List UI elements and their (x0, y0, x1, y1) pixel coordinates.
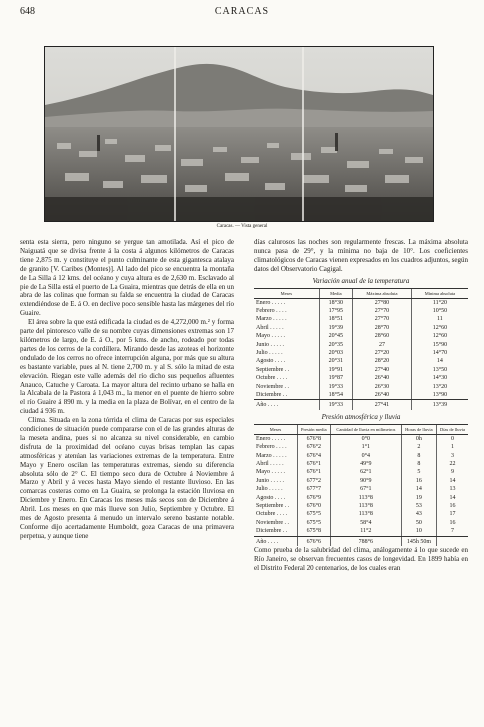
value-cell: 13°20 (411, 383, 468, 391)
value-cell: 676°9 (297, 494, 330, 502)
month-cell: Septiembre . . (256, 366, 290, 373)
table-row (254, 527, 468, 536)
table-row (254, 366, 468, 374)
value-cell: 62°1 (330, 468, 401, 476)
value-cell: 58°4 (330, 519, 401, 527)
value-cell: 0°4 (330, 452, 401, 460)
city-photograph (44, 46, 434, 222)
table-row (254, 374, 468, 382)
value-cell: 145h 50m (401, 536, 436, 546)
table-row (254, 485, 468, 493)
page-header (0, 6, 484, 20)
value-cell: 17°95 (319, 307, 352, 315)
value-cell: 8 (401, 452, 436, 460)
value-cell: 676°8 (297, 434, 330, 443)
month-cell: Agosto . . . . (256, 494, 286, 501)
column-header: Media (319, 288, 352, 298)
month-cell: Marzo . . . . . (256, 452, 287, 459)
value-cell: 14°30 (411, 374, 468, 382)
value-cell: 90°9 (330, 477, 401, 485)
value-cell: 19°33 (319, 400, 352, 410)
value-cell: 16 (436, 502, 468, 510)
value-cell: 20°45 (319, 332, 352, 340)
month-cell: Diciembre . . (254, 527, 297, 536)
value-cell: 17 (436, 510, 468, 518)
value-cell: 788°6 (330, 536, 401, 546)
photo-caption: Caracas. — Vista general (216, 224, 268, 229)
table-row (254, 502, 468, 510)
value-cell: 16 (436, 519, 468, 527)
column-header: Máxima absoluta (353, 288, 412, 298)
value-cell: 2 (401, 443, 436, 451)
left-column (20, 238, 234, 541)
value-cell: 26°40 (353, 374, 412, 382)
value-cell: 3 (436, 452, 468, 460)
value-cell: 50 (401, 519, 436, 527)
value-cell: 676°0 (297, 502, 330, 510)
month-cell: Julio . . . . . (256, 349, 283, 356)
value-cell: 20°35 (319, 341, 352, 349)
value-cell: 27°20 (353, 349, 412, 357)
value-cell: 677°7 (297, 485, 330, 493)
value-cell: 12°60 (411, 332, 468, 340)
right-column (254, 238, 468, 573)
value-cell: 14 (411, 357, 468, 365)
paragraph: días calurosos las noches son regularmente frescas. La máxima absoluta nunca pasa de 29°, y la mínima no baja de 10°. Los coeficientes climatológicos de Caracas vienen expresados en los cuadros adjuntos, según datos del Observatorio Cagigal. (254, 238, 468, 273)
month-cell: Enero . . . . . (256, 299, 286, 306)
value-cell: 20°31 (319, 357, 352, 365)
table-row (254, 460, 468, 468)
month-cell: Junio . . . . . (256, 477, 285, 484)
value-cell: 11°2 (330, 527, 401, 536)
page-number: 648 (20, 6, 35, 17)
table-row (254, 349, 468, 357)
paragraph: El área sobre la que está edificada la ciudad es de 4,272,000 m.² y forma parte del pintoresco valle de su nombre cuyas dimensiones extremas son 17 kilómetros de largo, de E. á O., por 5 kms. de ancho, rodeado por todas partes de los cerros de la cordillera. Mirando desde las azoteas el horizonte ondulado de los cerros no ofrece interrupción alguna, por más que su altura es bastante variable, pues al N. tiene 2,700 m. y al S. sólo la mitad de esta elevación. Riegan este valle además del río dicho sus pequeños afluentes Anauco, Catuche y Caroata. La mayor altura del recinto urbano se halla en la Alcabala de la Pastora á 1,043 m., la menor en el puente de hierro sobre el río Guaire á 890 m. y la media en la plaza de Bolívar, en el centro de la ciudad á 936 m. (20, 318, 234, 416)
month-cell: Noviembre . . (256, 519, 289, 526)
table-row (254, 298, 468, 307)
value-cell: 19°91 (319, 366, 352, 374)
value-cell: 5 (401, 468, 436, 476)
value-cell: 19°33 (319, 383, 352, 391)
value-cell: 22 (436, 460, 468, 468)
value-cell: 12°60 (411, 324, 468, 332)
value-cell: 1°1 (330, 443, 401, 451)
month-cell: Noviembre . . (256, 383, 289, 390)
value-cell: 49°9 (330, 460, 401, 468)
value-cell: 13°50 (411, 366, 468, 374)
paragraph: Clima. Situada en la zona tórrida el clima de Caracas por sus especiales condiciones de situación puede compararse con el de las grandes alturas de la meseta andina, pues si no alcanza su nivel considerable, en cambio disfruta de la proximidad del océano cuyas brisas templan las capas atmosféricas y atenúan las variaciones extremas de la temperatura. Entre Mayo y Enero oscilan las temperaturas extremas, siendo su diferencia absoluta sólo de 2° C. El tiempo seco dura de Octubre á Noviembre á Marzo y Abril y á veces hasta Mayo siendo el restante lluvioso. En las comarcas costeras como en La Guaira, se prolonga la estación lluviosa en Diciembre y Enero. En Caracas los meses más secos son de Diciembre á Abril. Los meses en que más llueve son Julio, Septiembre y Octubre. El mes de Agosto presenta á menudo un intervalo sereno bastante notable. Conforme dijo acertadamente Humboldt, goza Caracas de una primavera perpetua, y aunque tiene (20, 416, 234, 540)
table-row (254, 443, 468, 451)
pressure-rain-table (254, 424, 468, 546)
value-cell: 16 (401, 477, 436, 485)
column-header: Mínima absoluta (411, 288, 468, 298)
table-row (254, 510, 468, 518)
value-cell: 0h (401, 434, 436, 443)
table-row (254, 452, 468, 460)
value-cell: 113°8 (330, 510, 401, 518)
value-cell (436, 536, 468, 546)
value-cell: 676°2 (297, 443, 330, 451)
value-cell: 0 (436, 434, 468, 443)
month-cell: Octubre . . . . (256, 511, 288, 518)
value-cell: 15°90 (411, 341, 468, 349)
temperature-table (254, 288, 468, 410)
paragraph: Como prueba de la salubridad del clima, análogamente á lo que sucede en Río Janeiro, se observan frecuentes casos de longevidad. En 1899 había en el Distrito Federal 20 centenarios, de los cuales eran (254, 546, 468, 572)
column-header: Meses (254, 424, 297, 434)
month-cell: Enero . . . . . (256, 435, 286, 442)
value-cell: 18°54 (319, 391, 352, 400)
month-cell: Mayo . . . . . (256, 469, 285, 476)
temperature-table-title: Variación anual de la temperatura (312, 276, 410, 285)
value-cell: 14 (436, 477, 468, 485)
column-header: Presión media (297, 424, 330, 434)
value-cell: 13 (436, 485, 468, 493)
value-cell: 676°4 (297, 452, 330, 460)
value-cell: 113°8 (330, 502, 401, 510)
value-cell: 676°1 (297, 468, 330, 476)
column-header: Días de lluvia (436, 424, 468, 434)
value-cell: 13°90 (411, 391, 468, 400)
pressure-rain-table-title: Presión atmosférica y lluvia (321, 412, 401, 421)
month-cell: Julio . . . . . (256, 486, 283, 493)
month-cell: Febrero . . . . (256, 307, 287, 314)
value-cell: 27°40 (353, 366, 412, 374)
value-cell: 27 (353, 341, 412, 349)
month-cell: Abril . . . . . (256, 324, 284, 331)
paragraph: senta esta sierra, pero ninguno se yergue tan amotilada. Así el pico de Naiguatá que se divisa frente á la costa á algunos kilómetros de Caracas tiene 2,875 m. y constituye el punto culminante de esta gigantesca atalaya de granito [V. Caribes (Montes)]. Al lado del pico se encuentra la montaña de La Silla á 12 kms. del océano y cuya altura es de 2,630 m. Esclavado al pie de La Silla está el puerto de La Guaira, mientras que detrás de ella en un abra de las colinas que forman su falda se encuentra la ciudad de Caracas extendiéndose de E. á O. en declive poco sensible hasta las márgenes del río Guaire. (20, 238, 234, 318)
month-cell: Mayo . . . . . (256, 333, 285, 340)
month-cell: Febrero . . . . (256, 444, 287, 451)
value-cell: 13°39 (411, 400, 468, 410)
value-cell: 14 (436, 494, 468, 502)
value-cell: 14 (401, 485, 436, 493)
value-cell: 26°40 (353, 391, 412, 400)
value-cell: 18°30 (319, 298, 352, 307)
table-row (254, 357, 468, 365)
value-cell: 27°70 (353, 307, 412, 315)
table-row (254, 494, 468, 502)
value-cell: 676°1 (297, 460, 330, 468)
month-cell: Agosto . . . . (256, 358, 286, 365)
value-cell: 27°80 (353, 298, 412, 307)
month-cell: Abril . . . . . (256, 460, 284, 467)
table-row (254, 332, 468, 340)
table-row (254, 391, 468, 400)
table-row (254, 468, 468, 476)
column-header: Horas de lluvia (401, 424, 436, 434)
value-cell: 11°20 (411, 298, 468, 307)
table-row (254, 307, 468, 315)
value-cell: 675°8 (297, 527, 330, 536)
month-cell: Septiembre . . (256, 502, 290, 509)
year-cell: Año . . . . (254, 400, 319, 410)
value-cell: 8 (401, 460, 436, 468)
year-cell: Año . . . . (254, 536, 297, 546)
column-header: Cantidad de lluvia en milímetros (330, 424, 401, 434)
value-cell: 11 (411, 315, 468, 323)
value-cell: 43 (401, 510, 436, 518)
value-cell: 28°60 (353, 332, 412, 340)
value-cell: 26°30 (353, 383, 412, 391)
table-row (254, 519, 468, 527)
summary-row (254, 400, 468, 410)
value-cell: 7 (436, 527, 468, 536)
value-cell: 10 (401, 527, 436, 536)
table-row (254, 477, 468, 485)
value-cell: 28°70 (353, 324, 412, 332)
value-cell: 0°0 (330, 434, 401, 443)
month-cell: Diciembre . . (254, 391, 319, 400)
value-cell: 19°39 (319, 324, 352, 332)
value-cell: 675°5 (297, 510, 330, 518)
temperature-rows (254, 298, 468, 410)
value-cell: 19 (401, 494, 436, 502)
table-row (254, 315, 468, 323)
value-cell: 67°1 (330, 485, 401, 493)
month-cell: Octubre . . . . (256, 375, 288, 382)
table-row (254, 383, 468, 391)
running-title: CARACAS (214, 6, 270, 17)
value-cell: 27°41 (353, 400, 412, 410)
value-cell: 1 (436, 443, 468, 451)
value-cell: 677°2 (297, 477, 330, 485)
pressure-rain-rows (254, 434, 468, 546)
table-row (254, 341, 468, 349)
value-cell: 28°20 (353, 357, 412, 365)
value-cell: 19°87 (319, 374, 352, 382)
value-cell: 53 (401, 502, 436, 510)
column-header: Meses (254, 288, 319, 298)
month-cell: Marzo . . . . . (256, 316, 287, 323)
value-cell: 10°50 (411, 307, 468, 315)
value-cell: 676°6 (297, 536, 330, 546)
value-cell: 27°70 (353, 315, 412, 323)
value-cell: 113°8 (330, 494, 401, 502)
value-cell: 675°5 (297, 519, 330, 527)
table-row (254, 324, 468, 332)
month-cell: Junio . . . . . (256, 341, 285, 348)
value-cell: 14°70 (411, 349, 468, 357)
summary-row (254, 536, 468, 546)
table-row (254, 434, 468, 443)
value-cell: 9 (436, 468, 468, 476)
value-cell: 20°03 (319, 349, 352, 357)
value-cell: 18°51 (319, 315, 352, 323)
